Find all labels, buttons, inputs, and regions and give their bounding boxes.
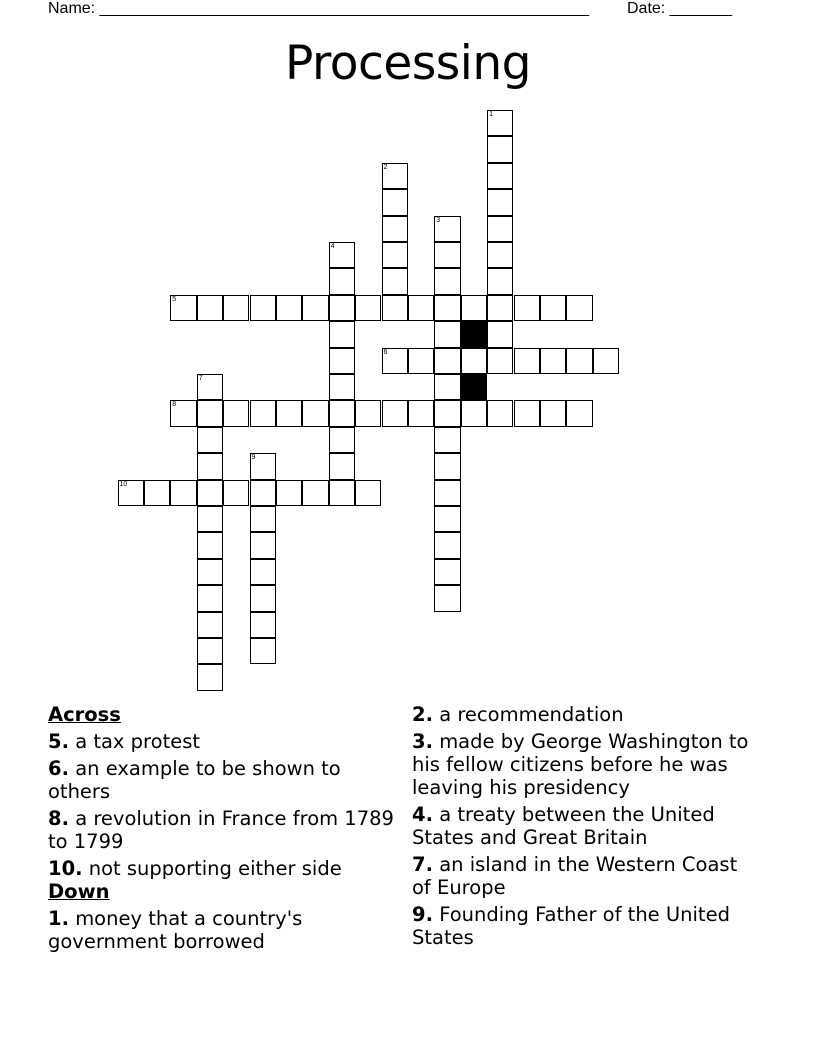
grid-cell[interactable] bbox=[355, 400, 381, 426]
grid-cell[interactable] bbox=[434, 585, 460, 611]
grid-cell[interactable] bbox=[408, 348, 434, 374]
grid-cell[interactable] bbox=[329, 295, 355, 321]
grid-cell[interactable] bbox=[434, 506, 460, 532]
grid-cell[interactable] bbox=[382, 163, 408, 189]
grid-cell[interactable] bbox=[382, 242, 408, 268]
blocked-cell bbox=[461, 374, 487, 400]
grid-cell[interactable] bbox=[329, 480, 355, 506]
across-heading: Across bbox=[48, 703, 121, 726]
grid-cell[interactable] bbox=[566, 295, 592, 321]
clue-number: 5 bbox=[172, 295, 177, 303]
grid-cell[interactable] bbox=[540, 400, 566, 426]
clue-number: 6 bbox=[383, 348, 388, 356]
grid-cell[interactable] bbox=[434, 427, 460, 453]
grid-cell[interactable] bbox=[170, 400, 196, 426]
grid-cell[interactable] bbox=[302, 480, 328, 506]
grid-cell[interactable] bbox=[434, 348, 460, 374]
grid-cell[interactable] bbox=[593, 348, 619, 374]
grid-cell[interactable] bbox=[197, 295, 223, 321]
grid-cell[interactable] bbox=[461, 400, 487, 426]
grid-cell[interactable] bbox=[566, 348, 592, 374]
grid-cell[interactable] bbox=[408, 400, 434, 426]
grid-cell[interactable] bbox=[250, 612, 276, 638]
grid-cell[interactable] bbox=[461, 348, 487, 374]
grid-cell[interactable] bbox=[540, 348, 566, 374]
grid-cell[interactable] bbox=[197, 427, 223, 453]
grid-cell[interactable] bbox=[170, 295, 196, 321]
grid-cell[interactable] bbox=[382, 189, 408, 215]
grid-cell[interactable] bbox=[487, 189, 513, 215]
grid-cell[interactable] bbox=[434, 559, 460, 585]
grid-cell[interactable] bbox=[197, 532, 223, 558]
grid-cell[interactable] bbox=[434, 216, 460, 242]
grid-cell[interactable] bbox=[382, 268, 408, 294]
name-line: _______________________________________________________ bbox=[99, 0, 589, 17]
grid-cell[interactable] bbox=[514, 295, 540, 321]
grid-cell[interactable] bbox=[434, 321, 460, 347]
grid-cell[interactable] bbox=[144, 480, 170, 506]
clue-down-4: 4. a treaty between the United States and Great Britain bbox=[412, 803, 715, 849]
grid-cell[interactable] bbox=[487, 295, 513, 321]
grid-cell[interactable] bbox=[382, 216, 408, 242]
clue-number: 4 bbox=[330, 243, 335, 250]
down-heading: Down bbox=[48, 880, 110, 903]
grid-cell[interactable] bbox=[250, 506, 276, 532]
grid-cell[interactable] bbox=[487, 268, 513, 294]
clue-number: 7 bbox=[198, 375, 203, 382]
grid-cell[interactable] bbox=[276, 400, 302, 426]
grid-cell[interactable] bbox=[329, 348, 355, 374]
grid-cell[interactable] bbox=[197, 453, 223, 479]
grid-cell[interactable] bbox=[355, 480, 381, 506]
grid-cell[interactable] bbox=[329, 374, 355, 400]
grid-cell[interactable] bbox=[250, 295, 276, 321]
grid-cell[interactable] bbox=[434, 453, 460, 479]
grid-cell[interactable] bbox=[250, 532, 276, 558]
date-label: Date: bbox=[627, 0, 666, 17]
grid-cell[interactable] bbox=[302, 295, 328, 321]
grid-cell[interactable] bbox=[434, 242, 460, 268]
grid-cell[interactable] bbox=[250, 480, 276, 506]
grid-cell[interactable] bbox=[329, 242, 355, 268]
grid-cell[interactable] bbox=[434, 374, 460, 400]
grid-cell[interactable] bbox=[434, 268, 460, 294]
grid-cell[interactable] bbox=[197, 612, 223, 638]
grid-cell[interactable] bbox=[434, 480, 460, 506]
grid-cell[interactable] bbox=[197, 585, 223, 611]
grid-cell[interactable] bbox=[487, 321, 513, 347]
clue-down-3: 3. made by George Washington to his fellow citizens before he was leaving his presidency bbox=[412, 730, 749, 799]
grid-cell[interactable] bbox=[276, 480, 302, 506]
grid-cell[interactable] bbox=[118, 480, 144, 506]
grid-cell[interactable] bbox=[487, 136, 513, 162]
grid-cell[interactable] bbox=[170, 480, 196, 506]
grid-cell[interactable] bbox=[250, 638, 276, 664]
grid-cell[interactable] bbox=[566, 400, 592, 426]
grid-cell[interactable] bbox=[250, 585, 276, 611]
grid-cell[interactable] bbox=[487, 216, 513, 242]
clue-number: 2 bbox=[383, 163, 388, 171]
grid-cell[interactable] bbox=[329, 321, 355, 347]
clue-down-1: 1. money that a country's government borrowed bbox=[48, 907, 303, 953]
grid-cell[interactable] bbox=[250, 400, 276, 426]
grid-cell[interactable] bbox=[223, 480, 249, 506]
grid-cell[interactable] bbox=[329, 400, 355, 426]
grid-cell[interactable] bbox=[223, 400, 249, 426]
grid-cell[interactable] bbox=[223, 295, 249, 321]
clue-across-5: 5. a tax protest bbox=[48, 730, 201, 753]
name-label: Name: bbox=[48, 0, 96, 17]
clue-down-2: 2. a recommendation bbox=[412, 703, 624, 726]
grid-cell[interactable] bbox=[434, 400, 460, 426]
down-clues-continued bbox=[412, 703, 762, 953]
grid-cell[interactable] bbox=[461, 295, 487, 321]
grid-cell[interactable] bbox=[487, 348, 513, 374]
grid-cell[interactable] bbox=[382, 295, 408, 321]
clue-number: 9 bbox=[251, 454, 256, 462]
blocked-cell bbox=[461, 321, 487, 347]
grid-cell[interactable] bbox=[434, 532, 460, 558]
clue-across-10: 10. not supporting either side bbox=[48, 857, 342, 880]
grid-cell[interactable] bbox=[434, 295, 460, 321]
page-title: Processing bbox=[285, 36, 531, 91]
grid-cell[interactable] bbox=[487, 110, 513, 136]
date-line: _______ bbox=[669, 0, 732, 17]
grid-cell[interactable] bbox=[382, 348, 408, 374]
grid-cell[interactable] bbox=[487, 242, 513, 268]
grid-cell[interactable] bbox=[302, 400, 328, 426]
grid-cell[interactable] bbox=[329, 268, 355, 294]
grid-cell[interactable] bbox=[514, 400, 540, 426]
grid-cell[interactable] bbox=[276, 295, 302, 321]
clue-number: 8 bbox=[172, 401, 177, 409]
clue-across-6: 6. an example to be shown to others bbox=[48, 757, 341, 803]
grid-cell[interactable] bbox=[487, 400, 513, 426]
grid-cell[interactable] bbox=[250, 559, 276, 585]
grid-cell[interactable] bbox=[329, 427, 355, 453]
grid-cell[interactable] bbox=[197, 638, 223, 664]
grid-cell[interactable] bbox=[250, 453, 276, 479]
clue-down-9: 9. Founding Father of the United States bbox=[412, 903, 730, 949]
grid-cell[interactable] bbox=[197, 400, 223, 426]
grid-cell[interactable] bbox=[197, 480, 223, 506]
grid-cell[interactable] bbox=[197, 506, 223, 532]
grid-cell[interactable] bbox=[540, 295, 566, 321]
across-clues bbox=[48, 703, 398, 957]
grid-cell[interactable] bbox=[197, 559, 223, 585]
grid-cell[interactable] bbox=[382, 400, 408, 426]
grid-cell[interactable] bbox=[197, 374, 223, 400]
grid-cell[interactable] bbox=[408, 295, 434, 321]
grid-cell[interactable] bbox=[355, 295, 381, 321]
clue-down-7: 7. an island in the Western Coast of Europe bbox=[412, 853, 738, 899]
clue-across-8: 8. a revolution in France from 1789 to 1799 bbox=[48, 807, 394, 853]
grid-cell[interactable] bbox=[329, 453, 355, 479]
clue-number: 3 bbox=[436, 216, 441, 224]
grid-cell[interactable] bbox=[197, 664, 223, 690]
clue-number: 10 bbox=[119, 480, 128, 488]
clue-number: 1 bbox=[489, 111, 493, 118]
grid-cell[interactable] bbox=[514, 348, 540, 374]
grid-cell[interactable] bbox=[487, 163, 513, 189]
